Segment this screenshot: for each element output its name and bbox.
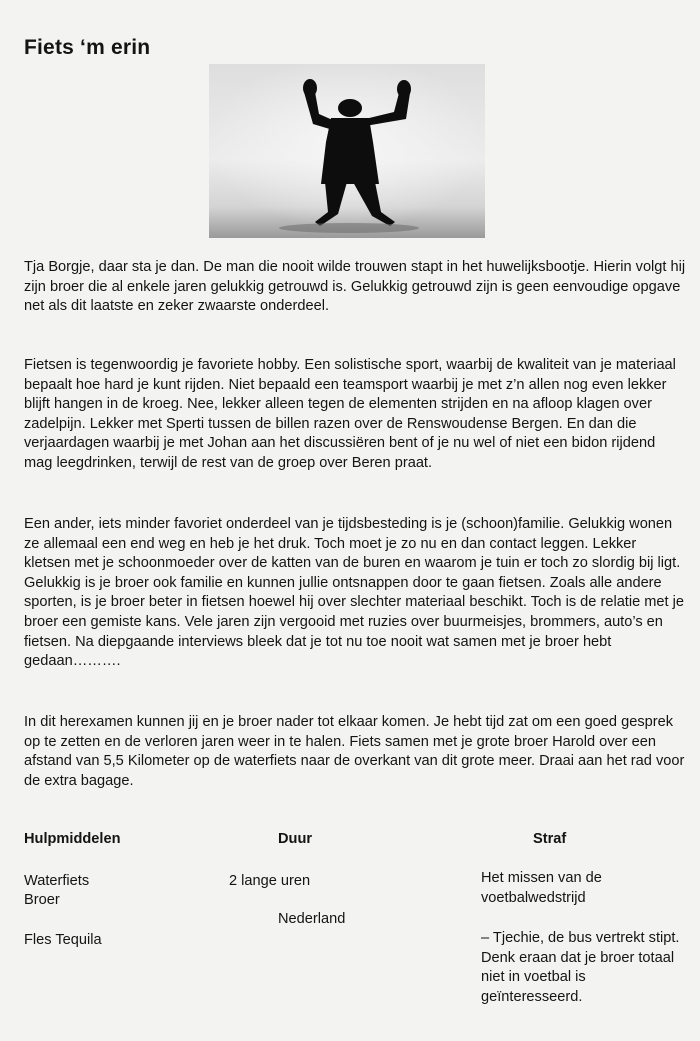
penalty-1: Het missen van de voetbalwedstrijd: [481, 870, 602, 906]
paragraph-hobby: Fietsen is tegenwoordig je favoriete hobby. Een solistische sport, waarbij de kwaliteit van je materiaal bepaalt hoe hard je kunt rijden. Niet bepaald een teamsport waarbij je met z’n allen nog even lekker blijft hangen in de kroeg. Nee, lekker alleen tegen de elementen strijden en na afloop klagen over zadelpijn. Lekker met Sperti tussen de billen razen over de Renswoudense Bergen. En dan die verjaardagen waarbij je met Johan aan het discussiëren bent of je nu wel of niet een bidon rijdend mag leegdrinken, terwijl de rest van de groep over Beren praat.: [24, 357, 676, 471]
item-waterfiets: Waterfiets: [24, 873, 90, 889]
header-duur: Duur: [278, 831, 313, 847]
silhouette-photo: [209, 64, 485, 238]
item-fles-tequila: Fles Tequila: [24, 932, 102, 948]
header-hulpmiddelen: Hulpmiddelen: [24, 831, 121, 847]
page-title: Fiets ‘m erin: [24, 36, 151, 59]
penalty-2: – Tjechie, de bus vertrekt stipt. Denk eraan dat je broer totaal niet in voetbal is geïnteresseerd.: [481, 930, 680, 1005]
paragraph-intro: Tja Borgje, daar sta je dan. De man die nooit wilde trouwen stapt in het huwelijksbootje. Hierin volgt hij zijn broer die al enkele jaren gelukkig getrouwd is. Gelukkig getrouwd zijn is geen eenvoudige opgave net als dit laatste en zeker zwaarste onderdeel.: [24, 259, 686, 315]
paragraph-assignment: In dit herexamen kunnen jij en je broer nader tot elkaar komen. Je hebt tijd zat om een goed gesprek op te zetten en de verloren jaren weer in te halen. Fiets samen met je grote broer Harold over een afstand van 5,5 Kilometer op de waterfiets naar de overkant van dit grote meer. Draai aan het rad voor de extra bagage.: [24, 714, 685, 789]
duration-value: 2 lange uren: [229, 873, 311, 889]
item-broer: Broer: [24, 892, 60, 908]
header-straf: Straf: [533, 831, 567, 847]
location-value: Nederland: [278, 911, 346, 927]
paragraph-family: Een ander, iets minder favoriet onderdeel van je tijdsbesteding is je (schoon)familie. Gelukkig wonen ze allemaal een end weg en heb je het druk. Toch moet je zo nu en dan contact leggen. Lekker kletsen met je schoonmoeder over de katten van de buren en waarom je tuin er toch zo slordig bij ligt. Gelukkig is je broer ook familie en kunnen jullie ontsnappen door te gaan fietsen. Zoals alle andere sporten, is je broer beter in fietsen hoewel hij over slechter materiaal beschikt. Toch is de relatie met je broer een gemiste kans. Vele jaren zijn vergooid met ruzies over buurmeisjes, brommers, auto’s en fietsen. Na diepgaande interviews bleek dat je tot nu toe nooit wat samen met je broer hebt gedaan……….: [24, 516, 685, 670]
